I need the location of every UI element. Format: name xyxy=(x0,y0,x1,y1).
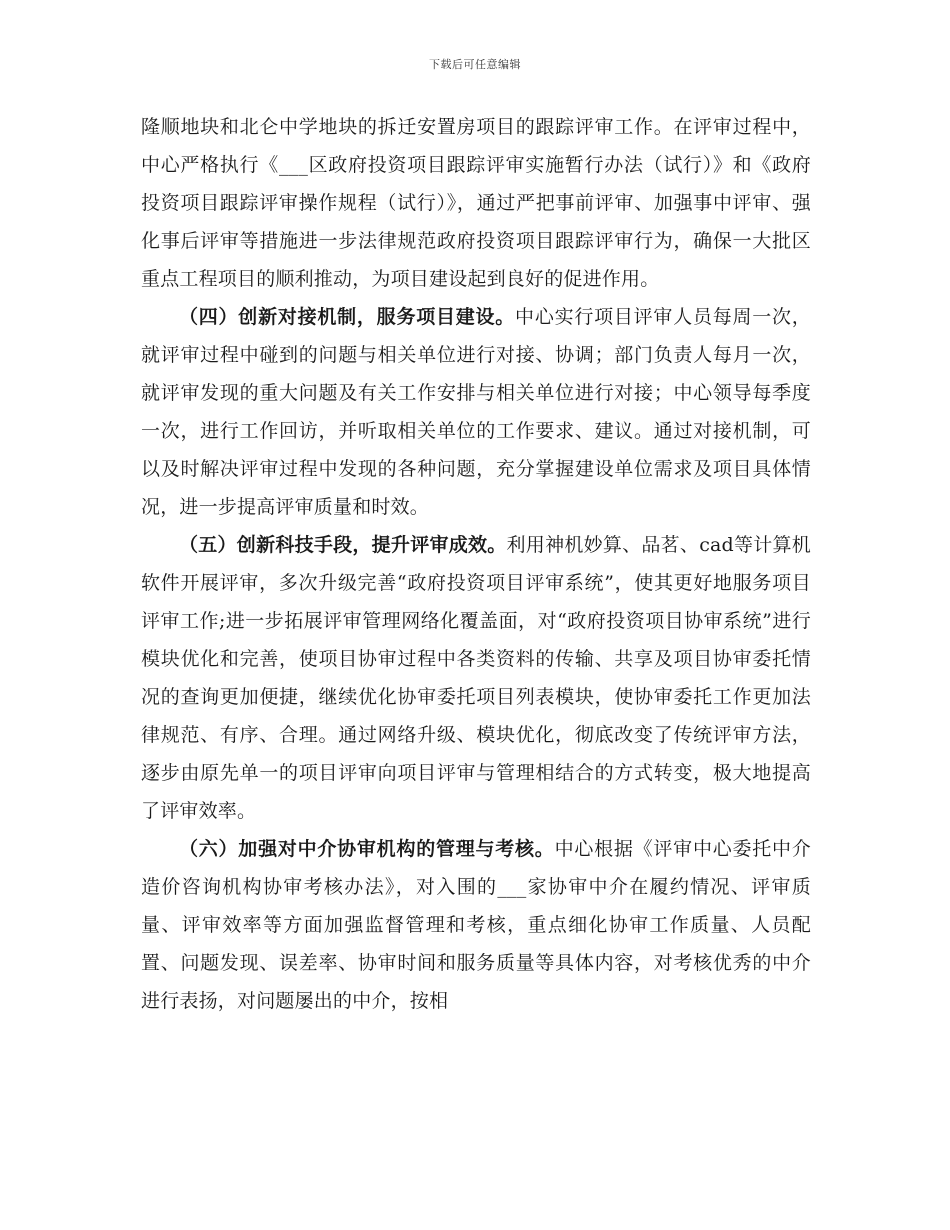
paragraph-3-body: 利用神机妙算、品茗、cad等计算机软件开展评审，多次升级完善“政府投资项目评审系统”，使其更好地服务项目评审工作;进一步拓展评审管理网络化覆盖面，对“政府投资项目协审系统”进行模块优化和完善，使项目协审过程中各类资料的传输、共享及项目协审委托情况的查询更加便捷，继续优化协审委托项目列表模块，使协审委托工作更加法律规范、有序、合理。通过网络升级、模块优化，彻底改变了传统评审方法，逐步由原先单一的项目评审向项目评审与管理相结合的方式转变，极大地提高了评审效率。 xyxy=(141,534,811,822)
paragraph-4-heading: （六）加强对中介协审机构的管理与考核。 xyxy=(179,838,555,860)
paragraph-4-body: 中心根据《评审中心委托中介造价咨询机构协审考核办法》，对入围的___家协审中介在履约情况、评审质量、评审效率等方面加强监督管理和考核，重点细化协审工作质量、人员配置、问题发现、误差率、协审时间和服务质量等具体内容，对考核优秀的中介进行表扬，对问题屡出的中介，按相 xyxy=(141,838,811,1012)
paragraph-4 xyxy=(141,830,811,1020)
paragraph-3-heading: （五）创新科技手段，提升评审成效。 xyxy=(179,534,507,556)
document-body xyxy=(141,108,811,1020)
paragraph-2-heading: （四）创新对接机制，服务项目建设。 xyxy=(179,306,516,328)
paragraph-1-body: 隆顺地块和北仑中学地块的拆迁安置房项目的跟踪评审工作。在评审过程中，中心严格执行《___区政府投资项目跟踪评审实施暂行办法（试行）》和《政府投资项目跟踪评审操作规程（试行）》，通过严把事前评审、加强事中评审、强化事后评审等措施进一步法律规范政府投资项目跟踪评审行为，确保一大批区重点工程项目的顺利推动，为项目建设起到良好的促进作用。 xyxy=(141,116,811,290)
paragraph-3 xyxy=(141,526,811,830)
paragraph-2 xyxy=(141,298,811,526)
paragraph-2-body: 中心实行项目评审人员每周一次，就评审过程中碰到的问题与相关单位进行对接、协调；部门负责人每月一次，就评审发现的重大问题及有关工作安排与相关单位进行对接；中心领导每季度一次，进行工作回访，并听取相关单位的工作要求、建议。通过对接机制，可以及时解决评审过程中发现的各种问题，充分掌握建设单位需求及项目具体情况，进一步提高评审质量和时效。 xyxy=(141,306,811,518)
paragraph-1 xyxy=(141,108,811,298)
page-header: 下载后可任意编辑 xyxy=(429,58,521,71)
